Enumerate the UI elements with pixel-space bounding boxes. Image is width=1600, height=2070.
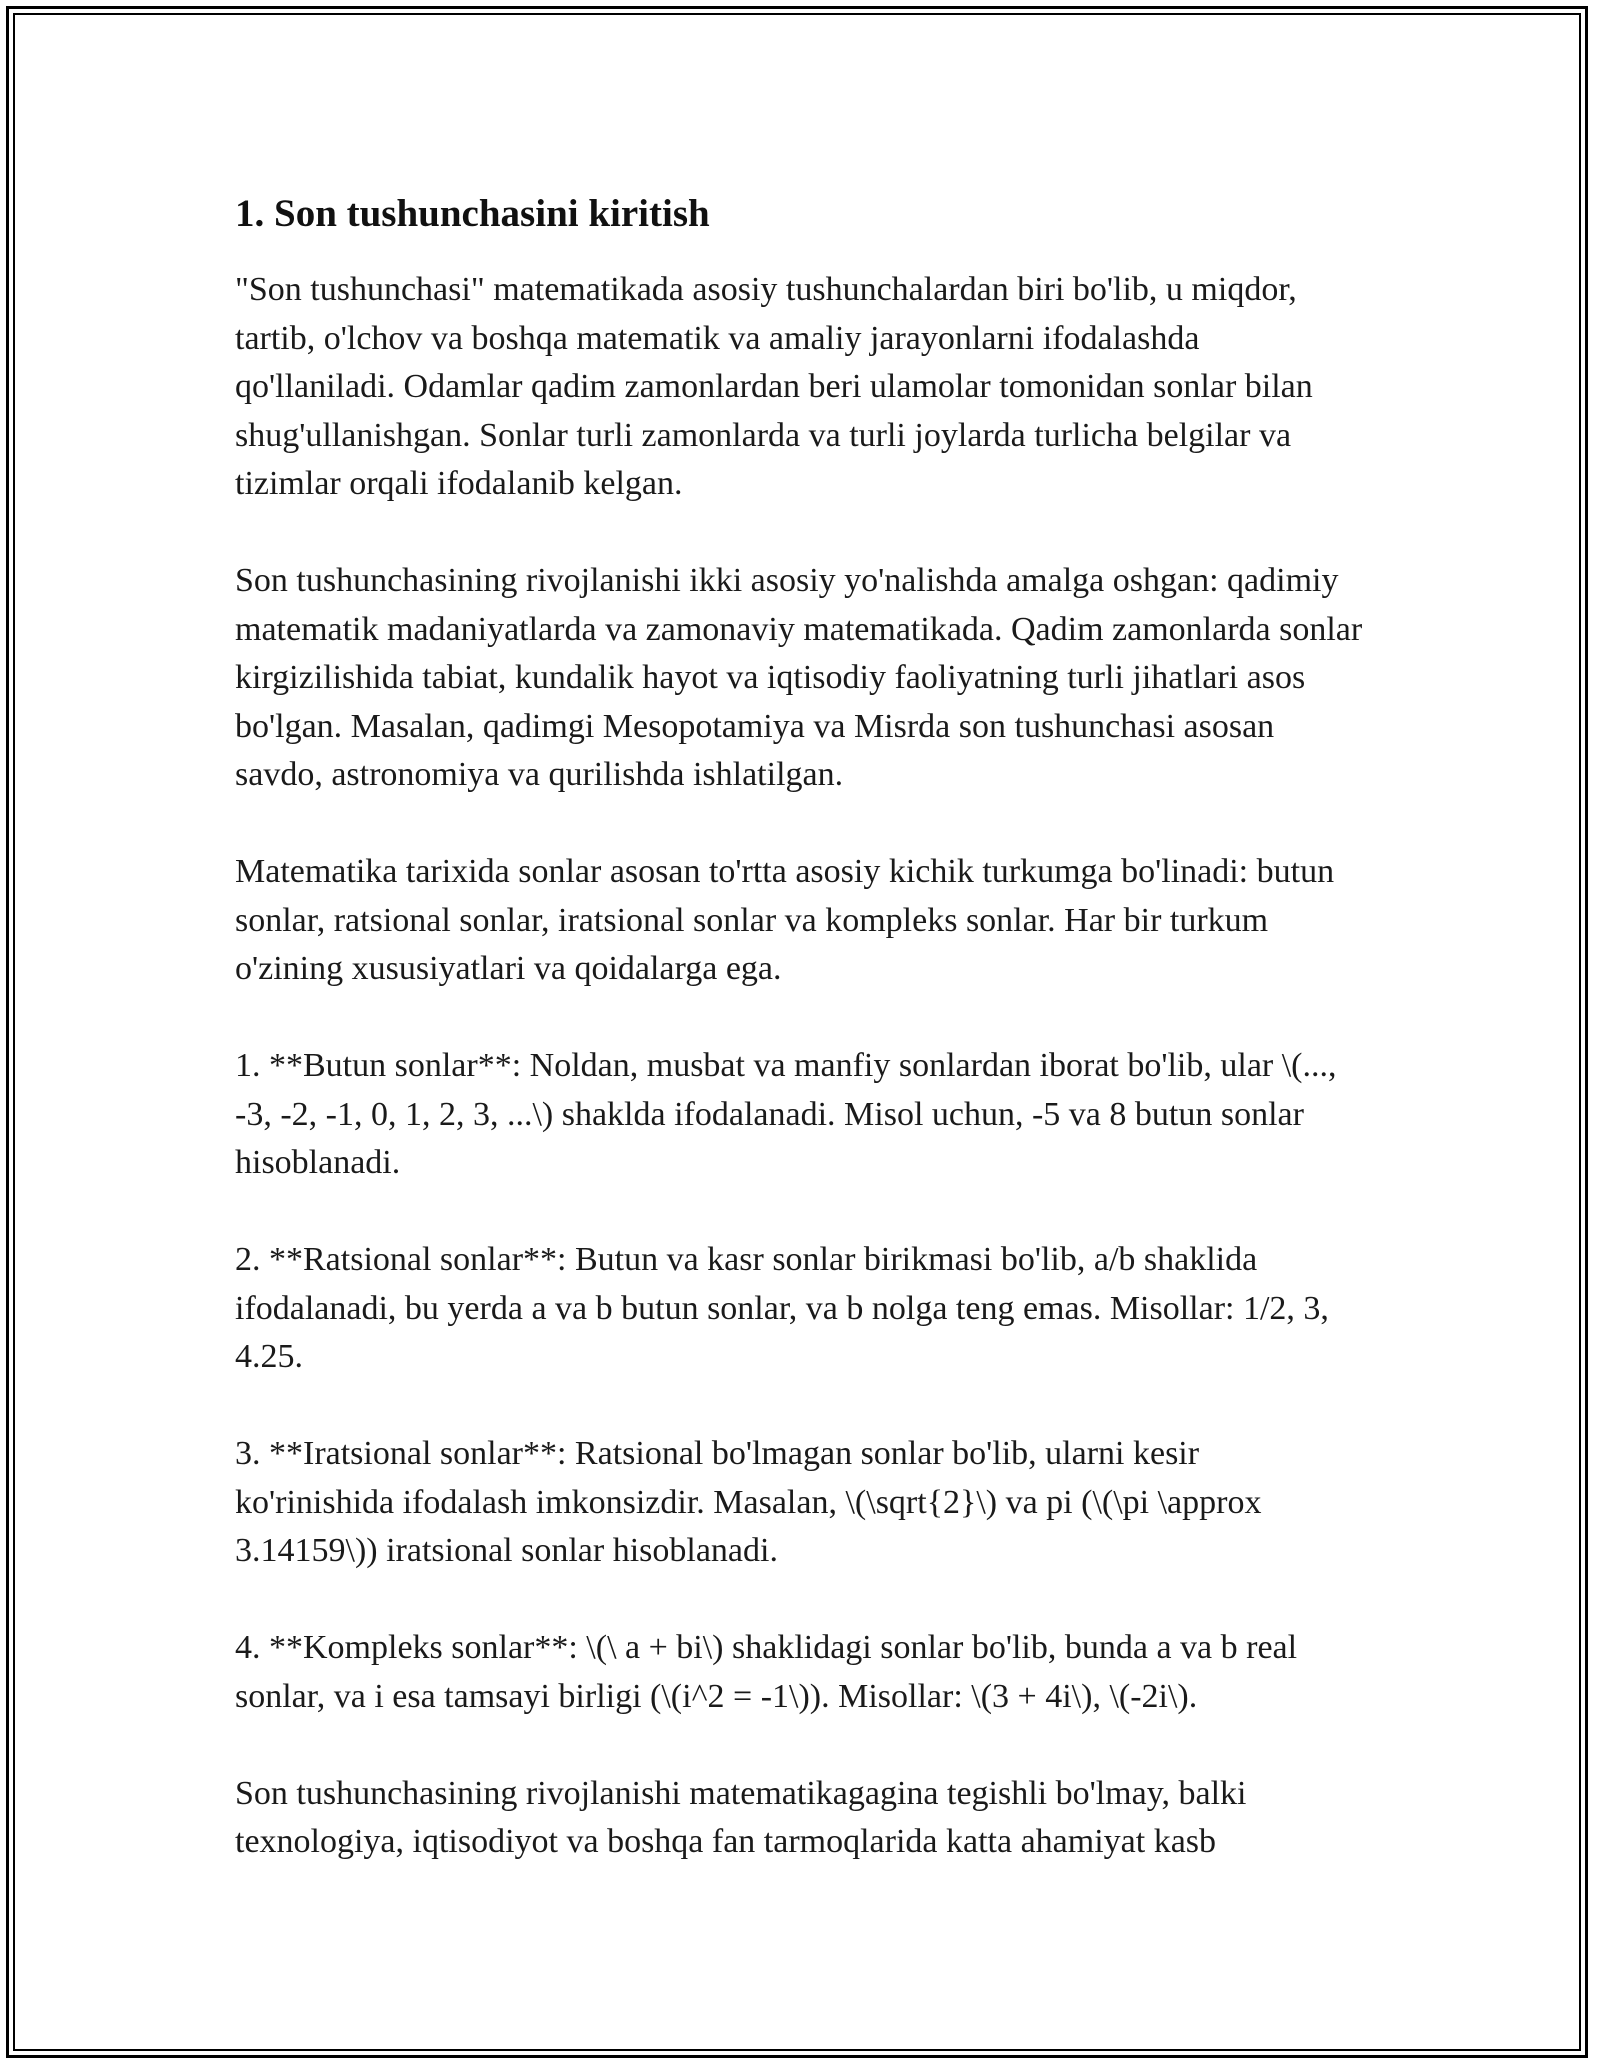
document-body bbox=[235, 186, 1365, 1915]
paragraph-intro: "Son tushunchasi" matematikada asosiy tushunchalardan biri bo'lib, u miqdor, tartib, o'lchov va boshqa matematik va amaliy jarayonlarni ifodalashda qo'llaniladi. Odamlar qadim zamonlardan beri ulamolar tomonidan sonlar bilan shug'ullanishgan. Sonlar turli zamonlarda va turli joylarda turlicha belgilar va tizimlar orqali ifodalanib kelgan. bbox=[235, 271, 1313, 502]
section-heading: 1. Son tushunchasini kiritish bbox=[235, 192, 710, 235]
list-item-irrationals: 3. **Iratsional sonlar**: Ratsional bo'lmagan sonlar bo'lib, ularni kesir ko'rinishida ifodalash imkonsizdir. Masalan, \(\sqrt{2}\) va pi (\(\pi \approx 3.14159\)) iratsional sonlar hisoblanadi. bbox=[235, 1435, 1262, 1569]
paragraph-conclusion: Son tushunchasining rivojlanishi matematikagagina tegishli bo'lmay, balki texnologiya, iqtisodiyot va boshqa fan tarmoqlarida katta ahamiyat kasb bbox=[235, 1774, 1247, 1860]
paragraph-development: Son tushunchasining rivojlanishi ikki asosiy yo'nalishda amalga oshgan: qadimiy matematik madaniyatlarda va zamonaviy matematikada. Qadim zamonlarda sonlar kirgizilishida tabiat, kundalik hayot va iqtisodiy faoliyatning turli jihatlari asos bo'lgan. Masalan, qadimgi Mesopotamiya va Misrda son tushunchasi asosan savdo, astronomiya va qurilishda ishlatilgan. bbox=[235, 562, 1363, 793]
list-item-integers: 1. **Butun sonlar**: Noldan, musbat va manfiy sonlardan iborat bo'lib, ular \(..., -3, -2, -1, 0, 1, 2, 3, ...\) shaklda ifodalanadi. Misol uchun, -5 va 8 butun sonlar hisoblanadi. bbox=[235, 1047, 1337, 1181]
list-item-complex: 4. **Kompleks sonlar**: \(\ a + bi\) shaklidagi sonlar bo'lib, bunda a va b real sonlar, va i esa tamsayi birligi (\(i^2 = -1\)). Misollar: \(3 + 4i\), \(-2i\). bbox=[235, 1629, 1298, 1715]
list-item-rationals: 2. **Ratsional sonlar**: Butun va kasr sonlar birikmasi bo'lib, a/b shaklida ifodalanadi, bu yerda a va b butun sonlar, va b nolga teng emas. Misollar: 1/2, 3, 4.25. bbox=[235, 1241, 1329, 1375]
paragraph-categories: Matematika tarixida sonlar asosan to'rtta asosiy kichik turkumga bo'linadi: butun sonlar, ratsional sonlar, iratsional sonlar va kompleks sonlar. Har bir turkum o'zining xususiyatlari va qoidalarga ega. bbox=[235, 853, 1335, 987]
